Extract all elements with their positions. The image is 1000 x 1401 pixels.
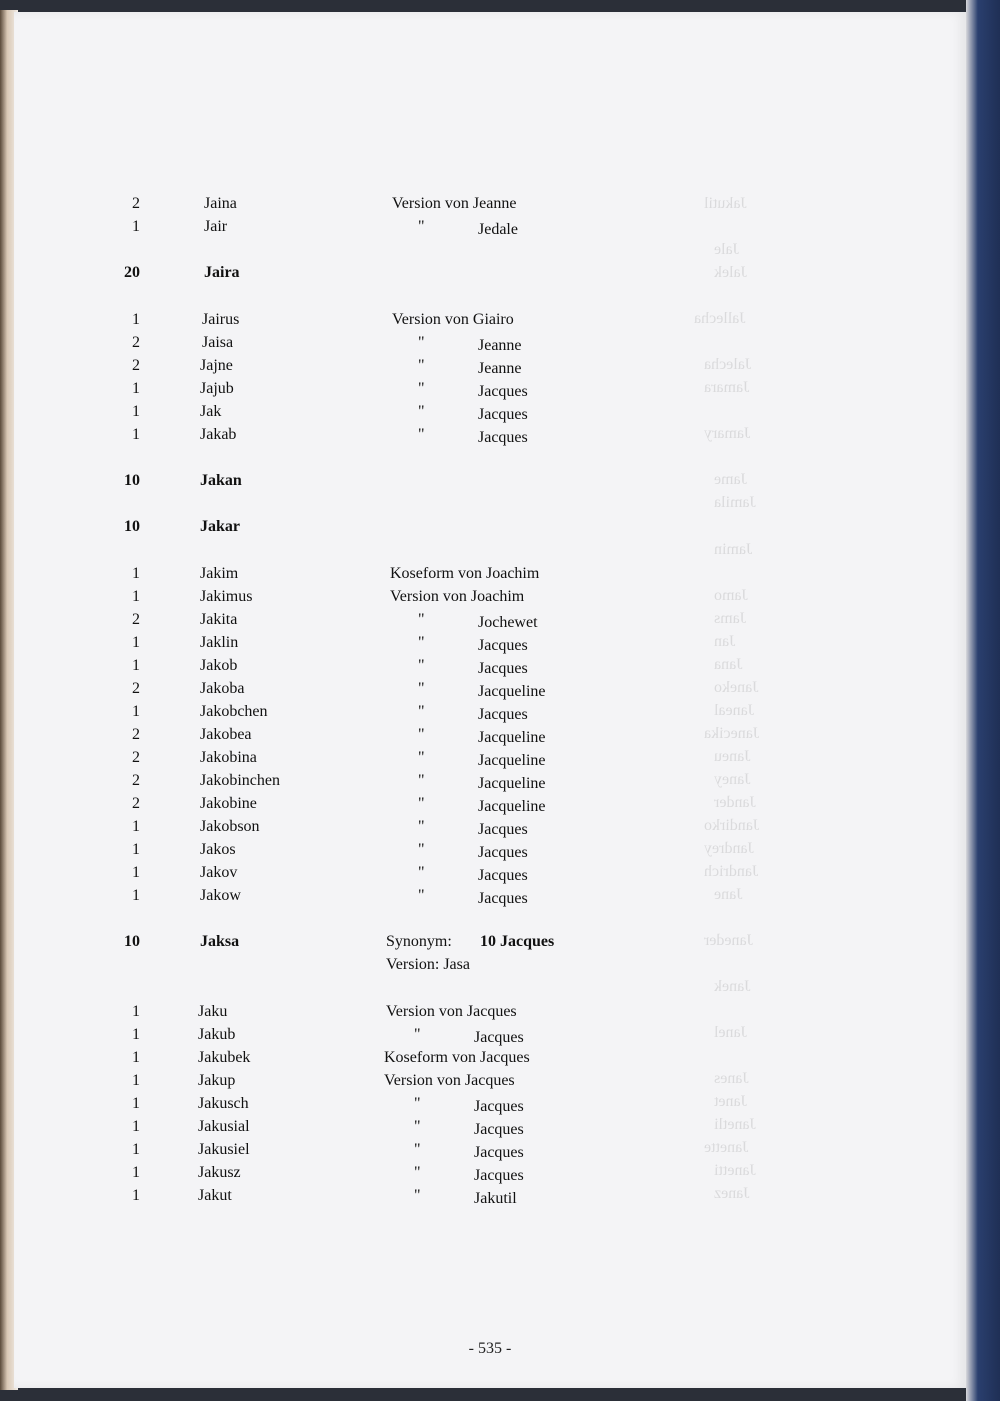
entry-name: Jakusiel bbox=[198, 1141, 250, 1158]
list-item bbox=[14, 841, 966, 864]
entry-count: 1 bbox=[132, 1026, 140, 1043]
list-item bbox=[14, 818, 966, 841]
book-page bbox=[14, 12, 966, 1388]
entry-reference: Jacques bbox=[478, 890, 528, 907]
entry-name: Jakow bbox=[200, 887, 241, 904]
entry-count: 1 bbox=[132, 1003, 140, 1020]
entry-description: Version von Jacques bbox=[384, 1072, 515, 1089]
list-item bbox=[14, 472, 966, 495]
entry-name: Jak bbox=[200, 403, 222, 420]
entry-description: Koseform von Jacques bbox=[384, 1049, 530, 1066]
list-item bbox=[14, 1118, 966, 1141]
ditto-mark: " bbox=[414, 1026, 421, 1043]
ditto-mark: " bbox=[418, 795, 425, 812]
entry-reference: Jacques bbox=[474, 1121, 524, 1138]
ditto-mark: " bbox=[414, 1187, 421, 1204]
entry-reference: Jeanne bbox=[478, 337, 522, 354]
entry-reference: Jacques bbox=[478, 821, 528, 838]
ditto-mark: " bbox=[418, 403, 425, 420]
ditto-mark: " bbox=[414, 1095, 421, 1112]
entry-name: Jakan bbox=[200, 472, 242, 489]
ditto-mark: " bbox=[418, 611, 425, 628]
entry-count: 1 bbox=[132, 311, 140, 328]
list-item bbox=[14, 795, 966, 818]
entry-count: 10 bbox=[124, 472, 140, 489]
list-item bbox=[14, 933, 966, 973]
list-item bbox=[14, 1072, 966, 1095]
ditto-mark: " bbox=[418, 218, 425, 235]
entry-count: 1 bbox=[132, 1049, 140, 1066]
entry-name: Jaina bbox=[204, 195, 237, 212]
entry-synonym-ref: 10 Jacques bbox=[480, 933, 555, 950]
entry-reference: Jacques bbox=[478, 706, 528, 723]
entry-count: 1 bbox=[132, 1118, 140, 1135]
entry-name: Jakimus bbox=[200, 588, 253, 605]
entry-reference: Jacqueline bbox=[478, 775, 546, 792]
ditto-mark: " bbox=[414, 1141, 421, 1158]
entry-name: Jakobinchen bbox=[200, 772, 280, 789]
entry-name: Jairus bbox=[202, 311, 240, 328]
ditto-mark: " bbox=[418, 657, 425, 674]
entry-name: Jajne bbox=[200, 357, 233, 374]
entry-name: Jakobchen bbox=[200, 703, 268, 720]
entry-reference: Jacques bbox=[478, 637, 528, 654]
entry-version-line: Version: Jasa bbox=[386, 956, 470, 973]
list-item bbox=[14, 334, 966, 357]
entry-reference: Jacqueline bbox=[478, 729, 546, 746]
ditto-mark: " bbox=[418, 703, 425, 720]
entry-name: Jakusz bbox=[198, 1164, 241, 1181]
list-item bbox=[14, 864, 966, 887]
list-item bbox=[14, 1095, 966, 1118]
entry-name: Jakos bbox=[200, 841, 236, 858]
entry-name: Jakar bbox=[200, 518, 240, 535]
ditto-mark: " bbox=[414, 1164, 421, 1181]
entry-name: Jakov bbox=[200, 864, 238, 881]
list-item bbox=[14, 657, 966, 680]
entry-reference: Jacqueline bbox=[478, 798, 546, 815]
ditto-mark: " bbox=[418, 726, 425, 743]
list-item bbox=[14, 1003, 966, 1026]
list-item bbox=[14, 1049, 966, 1072]
list-item bbox=[14, 218, 966, 241]
ditto-mark: " bbox=[418, 334, 425, 351]
entry-name: Jakup bbox=[198, 1072, 236, 1089]
entry-name: Jakoba bbox=[200, 680, 245, 697]
ditto-mark: " bbox=[418, 887, 425, 904]
entry-count: 2 bbox=[132, 726, 140, 743]
entry-reference: Jakutil bbox=[474, 1190, 517, 1207]
list-item bbox=[14, 772, 966, 795]
entry-count: 1 bbox=[132, 380, 140, 397]
entry-reference: Jedale bbox=[478, 221, 518, 238]
entry-count: 1 bbox=[132, 841, 140, 858]
entry-name: Jajub bbox=[200, 380, 234, 397]
entry-count: 1 bbox=[132, 426, 140, 443]
ditto-mark: " bbox=[418, 634, 425, 651]
list-item bbox=[14, 1141, 966, 1164]
list-item bbox=[14, 1026, 966, 1049]
list-item bbox=[14, 634, 966, 657]
ditto-mark: " bbox=[418, 357, 425, 374]
entry-name: Jakusial bbox=[198, 1118, 250, 1135]
entry-count: 1 bbox=[132, 1187, 140, 1204]
ditto-mark: " bbox=[418, 749, 425, 766]
entry-count: 2 bbox=[132, 680, 140, 697]
list-item bbox=[14, 1187, 966, 1210]
entry-count: 1 bbox=[132, 703, 140, 720]
ditto-mark: " bbox=[418, 772, 425, 789]
entry-name: Jakubek bbox=[198, 1049, 251, 1066]
list-item bbox=[14, 703, 966, 726]
entry-description: Version von Jacques bbox=[386, 1003, 517, 1020]
list-item bbox=[14, 264, 966, 287]
entry-reference: Jacques bbox=[478, 660, 528, 677]
entry-name: Jakab bbox=[200, 426, 237, 443]
entry-count: 1 bbox=[132, 887, 140, 904]
entry-name: Jaksa bbox=[200, 933, 240, 950]
entry-reference: Jacques bbox=[478, 406, 528, 423]
entry-description: Version von Jeanne bbox=[392, 195, 517, 212]
entry-count: 1 bbox=[132, 1072, 140, 1089]
list-item bbox=[14, 195, 966, 218]
book-cover-right bbox=[966, 0, 1000, 1401]
entry-name: Jakobson bbox=[200, 818, 260, 835]
entry-count: 10 bbox=[124, 933, 140, 950]
entry-name: Jaira bbox=[204, 264, 240, 281]
list-item bbox=[14, 1164, 966, 1187]
entry-name: Jakusch bbox=[198, 1095, 249, 1112]
entry-reference: Jacques bbox=[474, 1167, 524, 1184]
list-item bbox=[14, 887, 966, 910]
ditto-mark: " bbox=[418, 426, 425, 443]
entry-count: 1 bbox=[132, 565, 140, 582]
ditto-mark: " bbox=[418, 380, 425, 397]
list-item bbox=[14, 426, 966, 449]
entry-count: 2 bbox=[132, 611, 140, 628]
entry-reference: Jacques bbox=[478, 383, 528, 400]
list-item bbox=[14, 357, 966, 380]
list-item bbox=[14, 380, 966, 403]
entry-name: Jair bbox=[204, 218, 228, 235]
list-item bbox=[14, 611, 966, 634]
entry-count: 1 bbox=[132, 218, 140, 235]
entry-name: Jakita bbox=[200, 611, 238, 628]
list-item bbox=[14, 749, 966, 772]
ditto-mark: " bbox=[418, 864, 425, 881]
list-item bbox=[14, 311, 966, 334]
entry-reference: Jacques bbox=[478, 867, 528, 884]
entry-name: Jakub bbox=[198, 1026, 236, 1043]
entry-count: 10 bbox=[124, 518, 140, 535]
entry-description: Synonym: bbox=[386, 933, 452, 950]
entry-name: Jaklin bbox=[200, 634, 239, 651]
entry-name: Jakut bbox=[198, 1187, 232, 1204]
entry-count: 2 bbox=[132, 772, 140, 789]
entry-reference: Jacques bbox=[478, 429, 528, 446]
list-item bbox=[14, 518, 966, 541]
ditto-mark: " bbox=[418, 818, 425, 835]
entry-reference: Jacques bbox=[474, 1029, 524, 1046]
entry-count: 1 bbox=[132, 403, 140, 420]
ditto-mark: " bbox=[414, 1118, 421, 1135]
entry-description: Version von Joachim bbox=[390, 588, 525, 605]
entry-count: 2 bbox=[132, 357, 140, 374]
entry-count: 20 bbox=[124, 264, 140, 281]
entry-count: 1 bbox=[132, 1164, 140, 1181]
entry-name: Jakim bbox=[200, 565, 239, 582]
entry-count: 1 bbox=[132, 1141, 140, 1158]
show-through-text: Jakutil Jale Jalek Jallecha Jalecha Jamara Jamary Jame Jamila Jamin Jamo Jams Jan Jana Janeko Janeal Janecika Janeu Janey Jander Jandirko Jandrey Jandrich Jane Janeder Janek Janel Janes Janet Janetli Janette Janetti Janez bbox=[694, 195, 760, 1202]
entry-count: 1 bbox=[132, 588, 140, 605]
entry-count: 2 bbox=[132, 749, 140, 766]
entry-reference: Jacques bbox=[478, 844, 528, 861]
entry-description: Koseform von Joachim bbox=[390, 565, 540, 582]
entry-count: 2 bbox=[132, 795, 140, 812]
entry-count: 1 bbox=[132, 818, 140, 835]
entry-name: Jakobina bbox=[200, 749, 257, 766]
entry-reference: Jacques bbox=[474, 1098, 524, 1115]
entry-reference: Jacqueline bbox=[478, 683, 546, 700]
entry-count: 1 bbox=[132, 1095, 140, 1112]
list-item bbox=[14, 726, 966, 749]
entry-count: 1 bbox=[132, 634, 140, 651]
entry-name: Jakob bbox=[200, 657, 238, 674]
list-item bbox=[14, 565, 966, 588]
entry-name: Jaku bbox=[198, 1003, 228, 1020]
entry-count: 1 bbox=[132, 864, 140, 881]
list-item bbox=[14, 403, 966, 426]
entry-reference: Jacqueline bbox=[478, 752, 546, 769]
entry-count: 1 bbox=[132, 657, 140, 674]
entry-reference: Jochewet bbox=[478, 614, 538, 631]
entry-reference: Jeanne bbox=[478, 360, 522, 377]
entry-name: Jakobine bbox=[200, 795, 257, 812]
list-item bbox=[14, 588, 966, 611]
ditto-mark: " bbox=[418, 841, 425, 858]
entry-reference: Jacques bbox=[474, 1144, 524, 1161]
entry-name: Jaisa bbox=[202, 334, 234, 351]
page-number: - 535 - bbox=[468, 1340, 512, 1357]
list-item bbox=[14, 680, 966, 703]
ditto-mark: " bbox=[418, 680, 425, 697]
entry-count: 2 bbox=[132, 334, 140, 351]
entry-count: 2 bbox=[132, 195, 140, 212]
entry-name: Jakobea bbox=[200, 726, 252, 743]
entry-description: Version von Giairo bbox=[392, 311, 514, 328]
